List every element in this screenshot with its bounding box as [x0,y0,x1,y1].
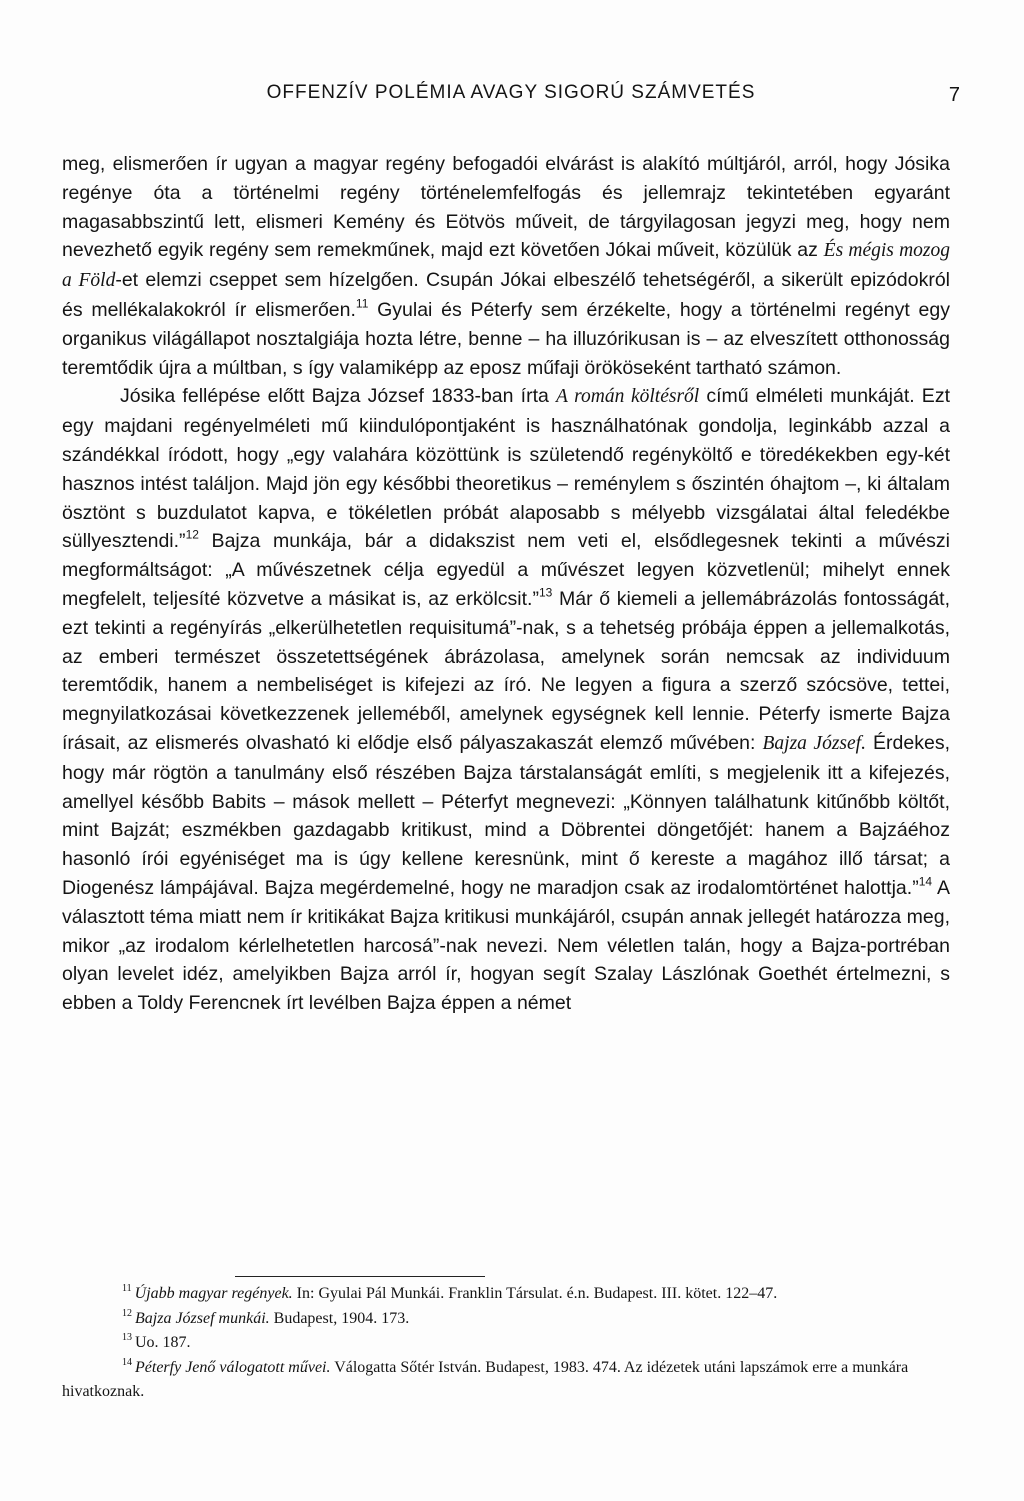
italic-title: Bajza József. [762,732,866,754]
text-span: -et elemzi cseppet sem hízelgően. Csupán Jókai elbeszélő tehetségéről, a sikerült epizódokról és mellékalakokról ír elismerően. [62,269,950,321]
footnote-number: 12 [122,1307,132,1319]
footnote-text: In: Gyulai Pál Munkái. Franklin Társulat. é.n. Budapest. III. kötet. 122–47. [292,1285,778,1302]
footnote-text: Válogatta Sőtér István. Budapest, 1983. 474. Az idézetek utáni lapszámok erre a munkára hivatkoznak. [62,1358,909,1400]
text-span: Már ő kiemeli a jellemábrázolás fontosságát, ezt tekinti a regényírás „elkerülhetetlen requisitumá”-nak, s a tehetség próbája éppen a jellemalkotás, az emberi természet összetettségének ábrázolasa, amelynek során nemcsak az individuum teremtődik, hanem a nembeliséget is kifejezi az író. Ne legyen a figura a szerző szócsöve, tettei, megnyilatkozásai következzenek jelleméből, amelynek egységnek kell lennie. Péterfy ismerte Bajza írásait, az elismerés olvasható ki elődje első pályaszakaszát elemző művében: [62,587,951,754]
footnote-14 [62,1356,950,1405]
italic-title: A román költésről [555,386,700,408]
footnote-12 [62,1307,950,1332]
text-span: című elméleti munkáját. Ezt egy majdani regényelméleti mű kiindulópontjaként is használhatónak gondolja, leginkább azzal a szándékkal íródott, hogy „egy valahára közöttünk is születendő regényköltő e töredékekben egy-két hasznos intést találjon. Majd jön egy későbbi theoretikus – reménylem s őszintén óhajtom –, ki általam ösztönt s buzdulatot kapva, e tökéletlen próbát alaposabb s mélyebb vizsgálatai által feledékbe süllyesztendi.” [62,385,950,553]
footnote-ref-11: 11 [355,296,369,311]
paragraph-2 [62,382,950,1018]
footnote-divider [235,1276,485,1277]
text-span: Bajza munkája, bár a didakszist nem veti el, elsődlegesnek tekinti a művészi megformáltságot: „A művészetnek célja egyedül a művészet legyen közvetlenül; mihelyt ennek megfelelt, teljesíté közvetve a másikat is, az erkölcsit.” [62,530,950,610]
footnote-text: Uo. 187. [135,1334,191,1351]
text-span: Érdekes, hogy már rögtön a tanulmány első részében Bajza társtalanságát említi, s megjelenik itt a kifejezés, amellyel később Babits – mások mellett – Péterfyt megnevezi: „Könnyen találhatunk kitűnőbb költőt, mint Bajzát; eszmékben gazdagabb kritikust, mind a Döbrentei döngetőjét: hanem a Bajzáéhoz hasonló írói egyéniséget ma is úgy kellene keresnünk, mint ő kereste a magához illő társat; a Diogenész lámpájával. Bajza megérdemelné, hogy ne maradjon csak az irodalomtörténet halottja.” [62,731,950,899]
running-head: OFFENZÍV POLÉMIA AVAGY SIGORÚ SZÁMVETÉS [266,82,756,103]
text-span: Gyulai és Péterfy sem érzékelte, hogy a történelmi regényt egy organikus világállapot nosztalgiája hozta létre, benne – ha illuzórikusan is – az elveszített otthonosság teremtődik újra a múltban, s így valamiképp az eposz műfaji örököseként tartható számon. [62,298,950,379]
footnote-number: 14 [122,1356,132,1368]
footnote-number: 11 [122,1283,132,1294]
text-span: Jósika fellépése előtt Bajza József 1833-ban írta [120,385,556,408]
page-number: 7 [948,84,960,106]
text-span: A választott téma miatt nem ír kritikákat Bajza kritikusi munkájáról, csupán annak jellegét határozza meg, mikor „az irodalom kérlelhetetlen harcosá”-nak nevezi. Nem véletlen talán, hogy a Bajza-portréban olyan levelet idéz, amelyikben Bajza arról ír, hogyan segít Szalay Lászlónak Goethét értelmezni, s ebben a Toldy Ferencnek írt levélben Bajza éppen a német [62,876,950,1015]
footnote-text: Budapest, 1904. 173. [269,1309,410,1327]
italic-title: És mégis mozog a Föld [62,240,950,292]
paragraph-1 [62,150,950,382]
footnote-ref-13: 13 [538,585,553,600]
footnote-ref-12: 12 [185,527,199,542]
footnotes [62,1282,950,1405]
footnote-13 [62,1331,950,1356]
body-text [62,150,950,1018]
footnote-title: Bajza József munkái. [135,1309,270,1327]
footnote-title: Péterfy Jenő válogatott művei. [135,1358,331,1376]
footnote-title: Újabb magyar regények. [134,1285,293,1302]
text-span: meg, elismerően ír ugyan a magyar regény befogadói elvárást is alakító múltjáról, arról, hogy Jósika regénye óta a történelmi regény történelemfelfogás és jellemrajz tekintetében egyaránt magasabbszintű lett, elismeri Kemény és Eötvös műveit, de tárgyilagosan jegyzi meg, hogy nem nevezhető egyik regény sem remekműnek, majd ezt követően Jókai műveit, közülük az [62,153,950,262]
page-header [62,82,960,114]
footnote-11 [62,1282,950,1307]
footnote-number: 13 [122,1332,132,1343]
footnote-ref-14: 14 [918,874,933,889]
